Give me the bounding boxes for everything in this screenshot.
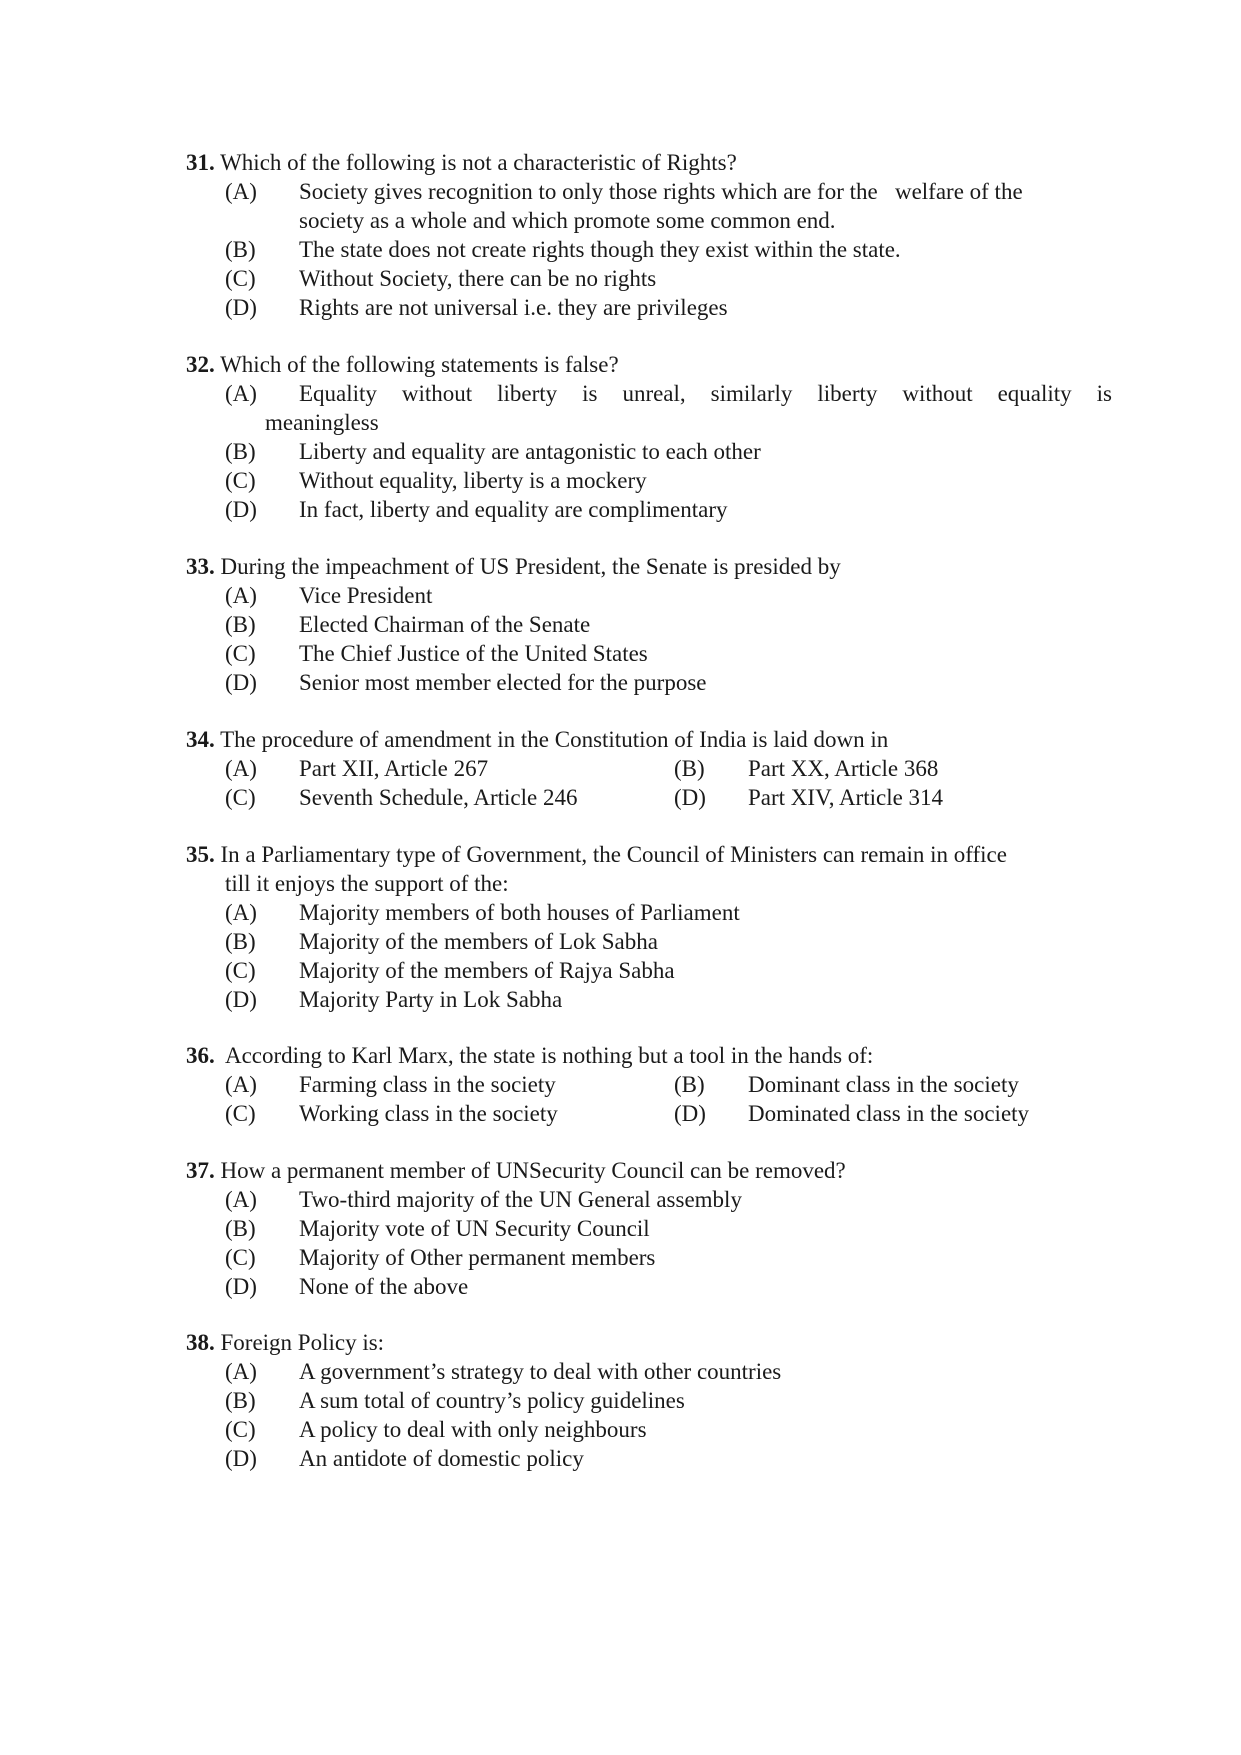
option-label: (D) — [225, 295, 257, 320]
option-label: (C) — [225, 958, 256, 983]
option-b — [186, 437, 1106, 466]
option-label: (D) — [225, 497, 257, 522]
option-label: (B) — [225, 1216, 256, 1241]
option-c — [186, 639, 1106, 668]
option-text: An antidote of domestic policy — [299, 1446, 584, 1471]
option-text: Senior most member elected for the purpose — [299, 670, 707, 695]
option-a — [186, 379, 1112, 408]
option-d — [186, 1444, 1106, 1473]
option-a — [186, 898, 1106, 927]
option-text: Majority of the members of Rajya Sabha — [299, 958, 675, 983]
option-label: (A) — [225, 756, 257, 781]
question-34 — [186, 725, 1106, 812]
option-text: In fact, liberty and equality are complimentary — [299, 497, 728, 522]
option-label: (C) — [225, 1417, 256, 1442]
option-b — [186, 927, 1106, 956]
question-number: 32. — [186, 352, 215, 377]
question-stem — [186, 350, 1106, 379]
question-text: The procedure of amendment in the Constitution of India is laid down in — [220, 727, 889, 752]
question-33 — [186, 552, 1106, 697]
question-38 — [186, 1328, 1106, 1473]
option-text: A sum total of country’s policy guidelines — [299, 1388, 685, 1413]
question-stem — [186, 1156, 1106, 1185]
option-text: Dominant class in the society — [748, 1072, 1019, 1097]
question-text-continued: till it enjoys the support of the: — [225, 871, 509, 896]
option-d — [186, 495, 1106, 524]
option-text: Equality without liberty is unreal, similarly liberty without equality is — [299, 381, 1112, 406]
option-label: (D) — [225, 1274, 257, 1299]
option-text: Majority of Other permanent members — [299, 1245, 656, 1270]
question-text: Which of the following statements is false? — [220, 352, 619, 377]
option-text: Dominated class in the society — [748, 1101, 1030, 1126]
question-stem — [186, 1328, 1106, 1357]
option-label: (B) — [225, 439, 256, 464]
option-label: (D) — [674, 785, 706, 810]
question-stem — [186, 725, 1106, 754]
option-label: (C) — [225, 266, 256, 291]
option-text: Part XII, Article 267 — [299, 756, 489, 781]
question-32 — [186, 350, 1112, 524]
option-d — [186, 668, 1106, 697]
option-text: Two-third majority of the UN General assembly — [299, 1187, 742, 1212]
option-label: (C) — [225, 641, 256, 666]
question-number: 37. — [186, 1158, 215, 1183]
option-text: Seventh Schedule, Article 246 — [299, 785, 578, 810]
option-a — [186, 1357, 1106, 1386]
option-label: (A) — [225, 1072, 257, 1097]
option-text: Liberty and equality are antagonistic to each other — [299, 439, 761, 464]
option-label: (B) — [225, 237, 256, 262]
question-37 — [186, 1156, 1106, 1301]
option-label: (B) — [674, 756, 705, 781]
option-text: Society gives recognition to only those rights which are for the welfare of the — [299, 179, 1023, 204]
option-text: Farming class in the society — [299, 1072, 556, 1097]
option-text: Working class in the society — [299, 1101, 558, 1126]
option-label: (A) — [225, 381, 257, 406]
option-label: (D) — [225, 1446, 257, 1471]
option-text: Part XX, Article 368 — [748, 756, 939, 781]
question-stem — [186, 840, 1106, 869]
question-text: According to Karl Marx, the state is nothing but a tool in the hands of: — [220, 1043, 874, 1068]
option-row-ab — [186, 754, 1106, 783]
question-stem — [186, 1041, 1106, 1070]
option-row-cd — [186, 783, 1106, 812]
option-text: Without Society, there can be no rights — [299, 266, 657, 291]
option-label: (C) — [225, 1101, 256, 1126]
option-a-continued: meaningless — [265, 410, 379, 435]
option-label: (C) — [225, 1245, 256, 1270]
option-text: A government’s strategy to deal with other countries — [299, 1359, 782, 1384]
option-label: (B) — [225, 612, 256, 637]
option-row-ab — [186, 1070, 1106, 1099]
option-c — [186, 1243, 1106, 1272]
question-number: 34. — [186, 727, 215, 752]
option-b — [186, 610, 1106, 639]
question-36 — [186, 1041, 1106, 1128]
option-label: (D) — [674, 1101, 706, 1126]
option-text: A policy to deal with only neighbours — [299, 1417, 647, 1442]
option-d — [186, 985, 1106, 1014]
option-b — [186, 235, 1106, 264]
option-label: (A) — [225, 1359, 257, 1384]
question-text: In a Parliamentary type of Government, the Council of Ministers can remain in office — [220, 842, 1007, 867]
option-text: The state does not create rights though they exist within the state. — [299, 237, 901, 262]
option-text: Majority of the members of Lok Sabha — [299, 929, 658, 954]
question-stem — [186, 148, 1106, 177]
option-text: Part XIV, Article 314 — [748, 785, 944, 810]
question-number: 35. — [186, 842, 215, 867]
option-text: None of the above — [299, 1274, 469, 1299]
question-text: How a permanent member of UNSecurity Council can be removed? — [220, 1158, 846, 1183]
option-a — [186, 581, 1106, 610]
option-label: (C) — [225, 468, 256, 493]
option-text: Elected Chairman of the Senate — [299, 612, 591, 637]
option-b — [186, 1386, 1106, 1415]
question-stem — [186, 552, 1106, 581]
option-d — [186, 293, 1106, 322]
question-number: 33. — [186, 554, 215, 579]
option-text: Vice President — [299, 583, 433, 608]
option-label: (B) — [225, 929, 256, 954]
question-35 — [186, 840, 1106, 1014]
question-text: Which of the following is not a characteristic of Rights? — [220, 150, 737, 175]
question-text: Foreign Policy is: — [220, 1330, 385, 1355]
option-c — [186, 956, 1106, 985]
option-d — [186, 1272, 1106, 1301]
option-c — [186, 264, 1106, 293]
option-text: The Chief Justice of the United States — [299, 641, 648, 666]
option-label: (C) — [225, 785, 256, 810]
option-b — [186, 1214, 1106, 1243]
question-number: 38. — [186, 1330, 215, 1355]
option-text: Majority Party in Lok Sabha — [299, 987, 563, 1012]
question-31 — [186, 148, 1106, 322]
option-text: Without equality, liberty is a mockery — [299, 468, 647, 493]
option-label: (D) — [225, 987, 257, 1012]
option-text: Majority members of both houses of Parliament — [299, 900, 740, 925]
option-a — [186, 177, 1106, 206]
option-a-continued: society as a whole and which promote some common end. — [299, 208, 836, 233]
option-label: (A) — [225, 1187, 257, 1212]
option-text: Rights are not universal i.e. they are privileges — [299, 295, 728, 320]
option-c — [186, 1415, 1106, 1444]
question-text: During the impeachment of US President, the Senate is presided by — [220, 554, 841, 579]
option-label: (B) — [225, 1388, 256, 1413]
option-row-cd — [186, 1099, 1106, 1128]
question-number: 36. — [186, 1043, 215, 1068]
option-label: (A) — [225, 583, 257, 608]
option-label: (A) — [225, 179, 257, 204]
option-text: Majority vote of UN Security Council — [299, 1216, 650, 1241]
option-label: (B) — [674, 1072, 705, 1097]
option-label: (A) — [225, 900, 257, 925]
option-a — [186, 1185, 1106, 1214]
option-c — [186, 466, 1106, 495]
option-label: (D) — [225, 670, 257, 695]
question-number: 31. — [186, 150, 215, 175]
